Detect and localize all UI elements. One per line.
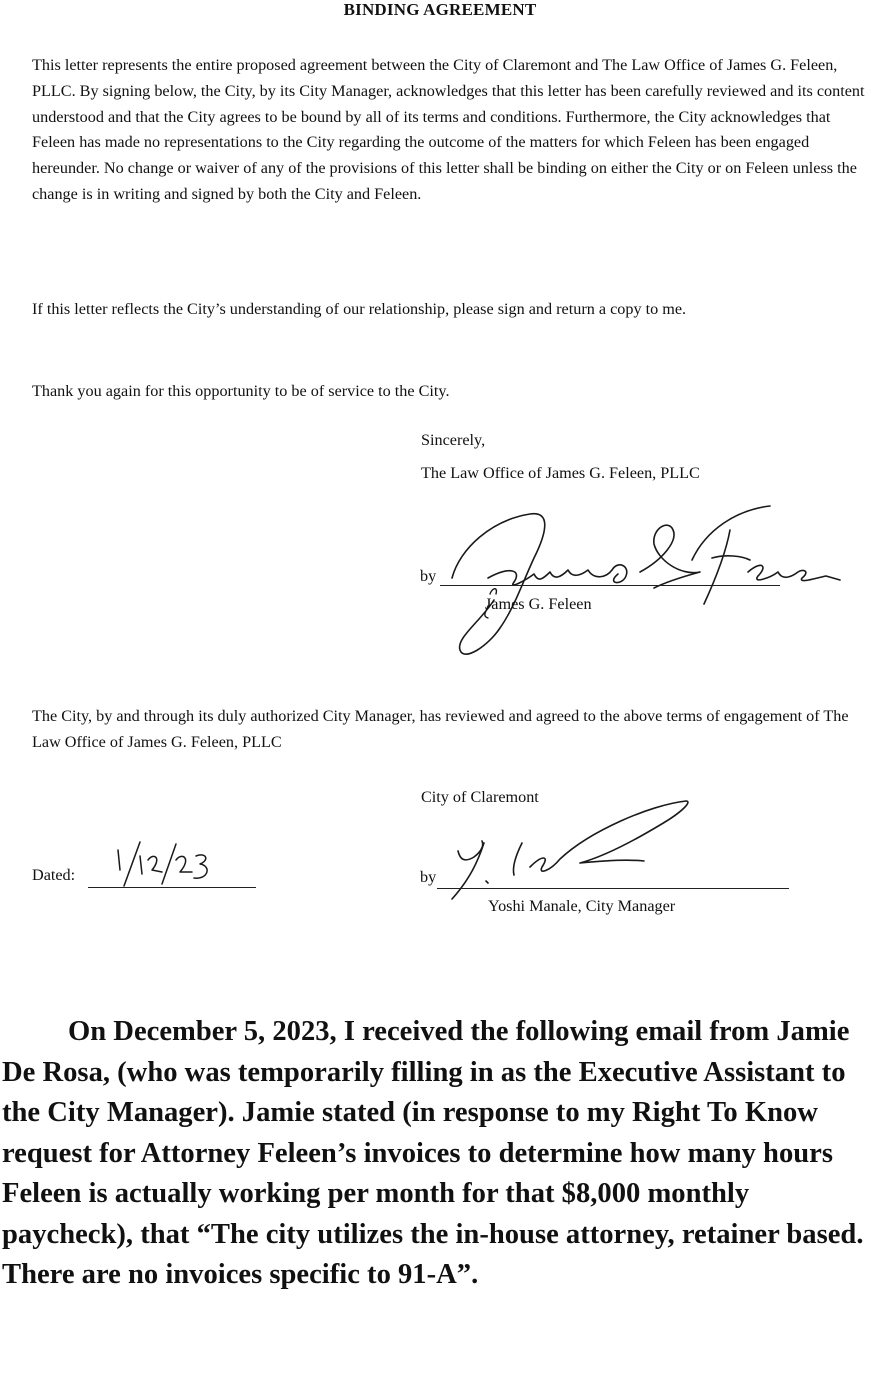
closing-salutation: Sincerely, (421, 431, 486, 449)
city-manager-signer-name: Yoshi Manale, City Manager (488, 897, 676, 915)
city-manager-signature-line (437, 888, 789, 889)
handwritten-date (110, 840, 220, 890)
commentary-body: On December 5, 2023, I received the following email from Jamie De Rosa, (who was temporarily filling in as the Executive Assistant to the City Manager). Jamie stated (in response to my Right To Know request for Attorney Feleen’s invoices to determine how many hours Feleen is actually working per month for that $8,000 monthly paycheck), that “The city utilizes the in-house attorney, retainer based. There are no invoices specific to 91-A”. (2, 1016, 864, 1290)
city-manager-by-label: by (420, 868, 437, 886)
understanding-paragraph: If this letter reflects the City’s understanding of our relationship, please sign and return a copy to me. (32, 300, 687, 318)
letter-title: BINDING AGREEMENT (343, 0, 537, 19)
commentary-text (2, 1012, 878, 1296)
attorney-by-label: by (420, 567, 437, 585)
city-agreement-paragraph: The City, by and through its duly authorized City Manager, has reviewed and agreed to the above terms of engagement of The Law Office of James G. Feleen, PLLC (32, 707, 849, 751)
thank-you-paragraph: Thank you again for this opportunity to be of service to the City. (32, 382, 450, 400)
attorney-signer-name: James G. Feleen (485, 595, 592, 613)
agreement-paragraph: This letter represents the entire proposed agreement between the City of Claremont and The Law Office of James G. Feleen, PLLC. By signing below, the City, by its City Manager, acknowledges that this letter has been carefully reviewed and its content understood and that the City agrees to be bound by all of its terms and conditions. Furthermore, the City acknowledges that Feleen has made no representations to the City regarding the outcome of the matters for which Feleen has been engaged hereunder. No change or waiver of any of the provisions of this letter shall be binding on either the City or on Feleen unless the change is in writing and signed by both the City and Feleen. (32, 56, 865, 203)
dated-label: Dated: (32, 866, 76, 884)
firm-name: The Law Office of James G. Feleen, PLLC (421, 464, 700, 482)
attorney-signature-line (440, 585, 780, 586)
city-name: City of Claremont (421, 788, 539, 806)
